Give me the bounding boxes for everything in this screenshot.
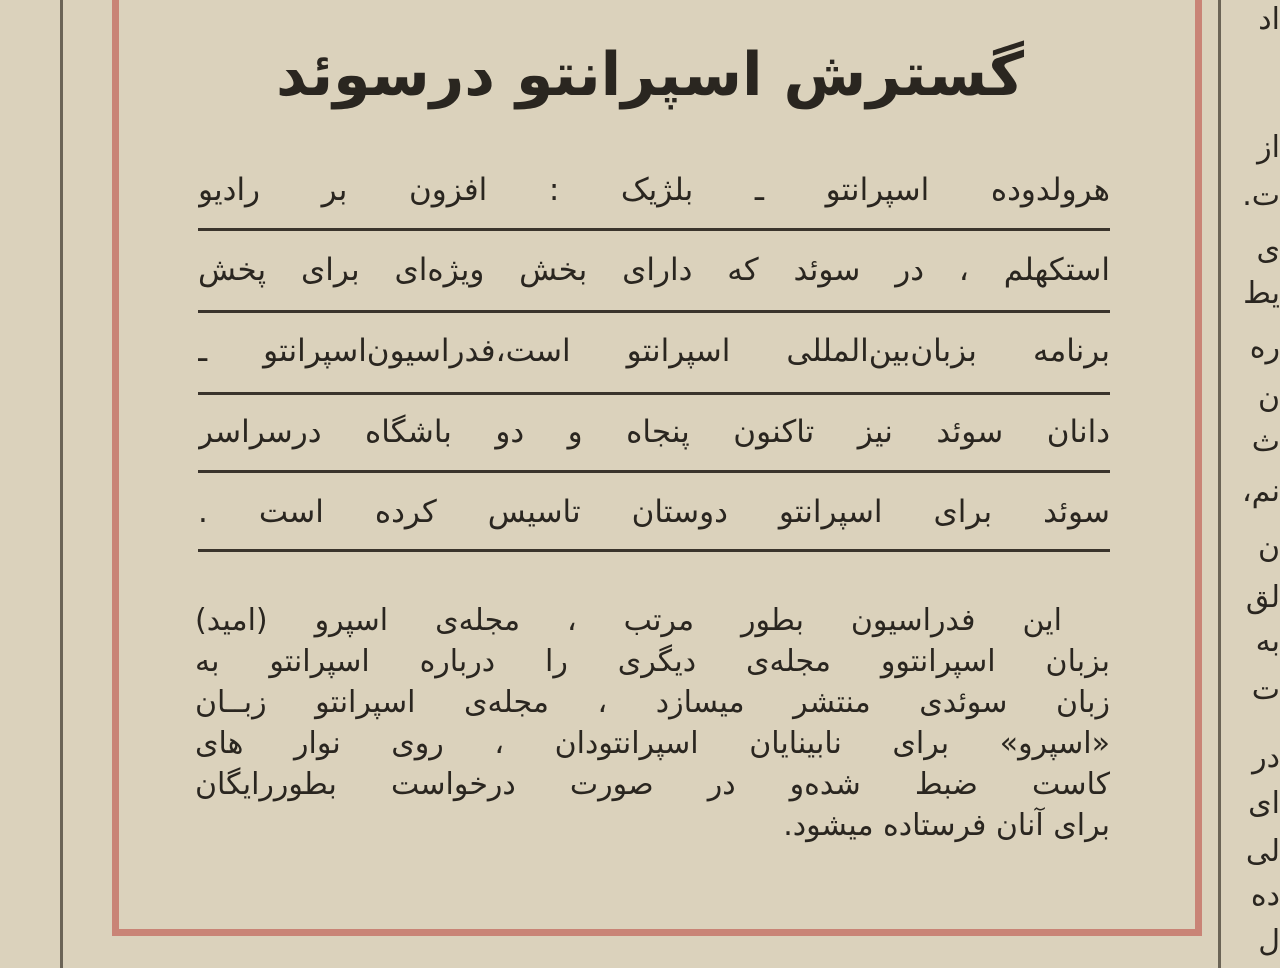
paragraph-line: کاست ضبط شده‌و در صورت درخواست بطوررایگان	[195, 767, 1110, 802]
adjacent-column-fragment: ت.	[1242, 178, 1280, 213]
ruled-text-line: دانان سوئد نیز تاکنون پنجاه و دو باشگاه درسراسر	[198, 414, 1110, 450]
ruled-text-line: استکهلم ، در سوئد که دارای بخش ویژه‌ای برای پخش	[198, 252, 1110, 288]
adjacent-column-fragment: ده	[1250, 878, 1280, 913]
right-column-rule	[1218, 0, 1221, 968]
paragraph-line: زبان سوئدی منتشر میسازد ، مجله‌ی اسپرانتو زبــان	[195, 685, 1110, 720]
adjacent-column-fragment: ت	[1251, 672, 1280, 707]
rule-line	[198, 392, 1110, 395]
adjacent-column-fragment: ره	[1249, 330, 1280, 365]
ruled-text-line: سوئد برای اسپرانتو دوستان تاسیس کرده است .	[198, 494, 1110, 530]
paragraph-line: این فدراسیون بطور مرتب ، مجله‌ی اسپرو (امید)	[195, 603, 1062, 638]
adjacent-column-fragment: به	[1255, 624, 1280, 659]
adjacent-column-fragment: ث	[1251, 424, 1280, 459]
adjacent-column-fragment: ن	[1257, 530, 1280, 565]
adjacent-column-fragment: یط	[1243, 276, 1280, 311]
adjacent-column-fragment: ی	[1256, 232, 1280, 267]
adjacent-column-fragment: در	[1252, 740, 1280, 775]
article-title: گسترش اسپرانتو درسوئد	[275, 40, 1025, 110]
paragraph-line: برای آنان فرستاده میشود.	[783, 808, 1110, 843]
rule-line	[198, 310, 1110, 313]
paragraph-line: «اسپرو» برای نابینایان اسپرانتودان ، روی نوار های	[195, 726, 1110, 761]
rule-line	[198, 549, 1110, 552]
ruled-text-line: برنامه بزبان‌بین‌المللی اسپرانتو است،فدراسیون‌اسپرانتو ـ	[198, 333, 1110, 369]
source-line: هرولدوده اسپرانتو ـ بلژیک : افزون بر رادیو	[198, 172, 1110, 208]
left-column-rule	[60, 0, 63, 968]
article-paragraph	[195, 600, 1110, 846]
adjacent-column-fragment: از	[1257, 130, 1280, 165]
adjacent-column-fragment: ل	[1258, 924, 1280, 959]
adjacent-column-fragment: ای	[1248, 786, 1280, 821]
adjacent-column-fragment: اد	[1258, 2, 1280, 37]
paragraph-line: بزبان اسپرانتوو مجله‌ی دیگری را درباره اسپرانتو به	[195, 644, 1110, 679]
rule-line	[198, 470, 1110, 473]
adjacent-column-fragment: لی	[1245, 834, 1280, 869]
adjacent-column-fragment: نم،	[1242, 474, 1280, 509]
adjacent-column-fragment: لق	[1245, 580, 1280, 615]
rule-line	[198, 228, 1110, 231]
adjacent-column-fragment: ن	[1257, 380, 1280, 415]
